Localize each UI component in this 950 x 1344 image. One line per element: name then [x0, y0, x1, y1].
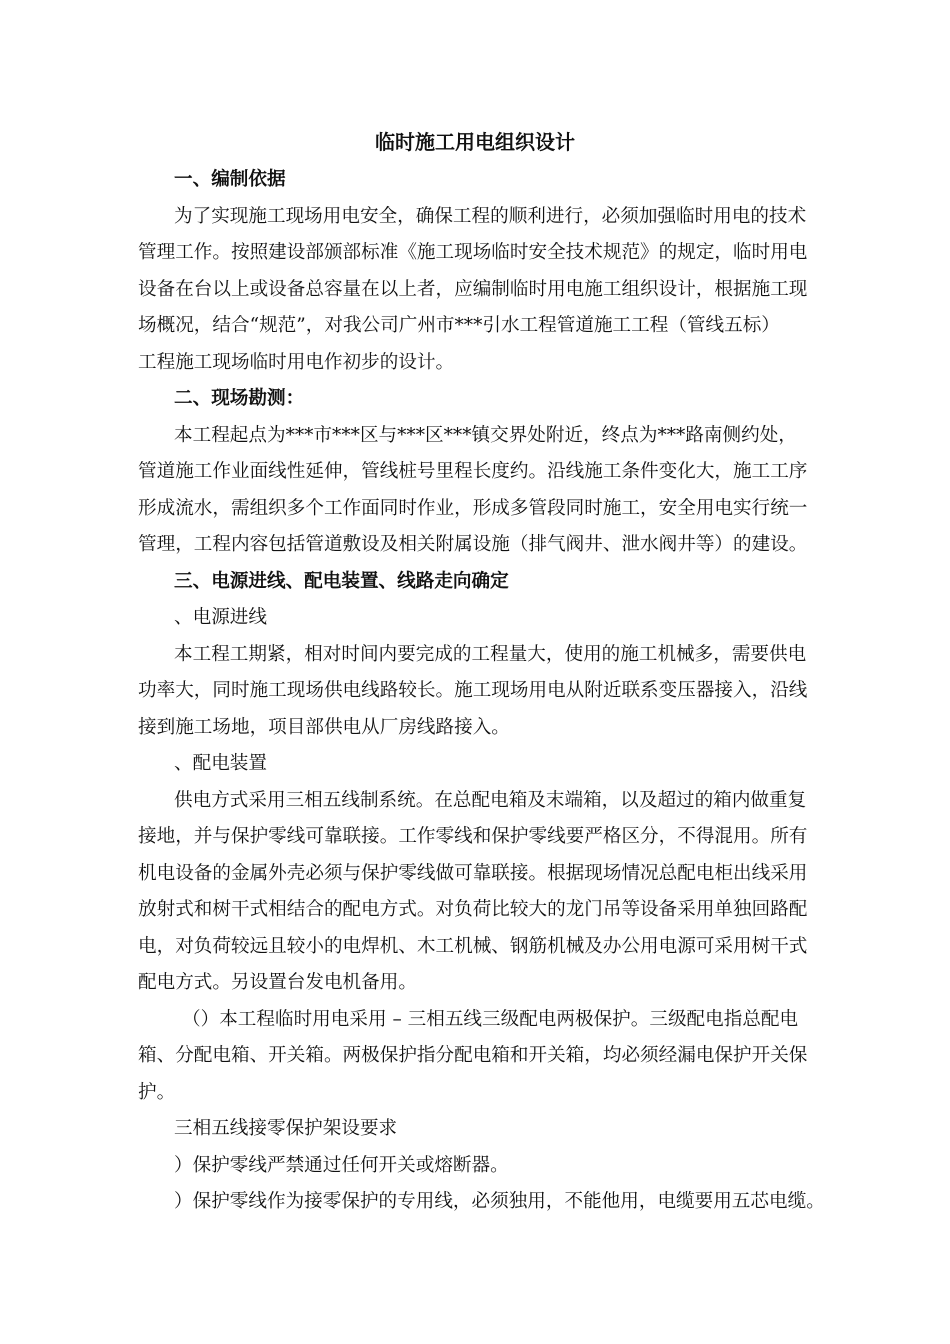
paragraph-line: 场概况，结合“规范”，对我公司广州市***引水工程管道施工工程（管线五标） — [138, 315, 780, 336]
paragraph-line: ）保护零线严禁通过任何开关或熔断器。 — [174, 1154, 509, 1176]
paragraph-line: 本工程起点为***市***区与***区***镇交界处附近，终点为***路南侧约处， — [174, 424, 797, 446]
paragraph-line: 放射式和树干式相结合的配电方式。对负荷比较大的龙门吊等设备采用单独回路配 — [138, 899, 808, 920]
paragraph-line: 机电设备的金属外壳必须与保护零线做可靠联接。根据现场情况总配电柜出线采用 — [138, 862, 808, 884]
paragraph-line: 电，对负荷较远且较小的电焊机、木工机械、钢筋机械及办公用电源可采用树干式 — [138, 935, 808, 957]
paragraph-line: 配电方式。另设置台发电机备用。 — [138, 972, 417, 993]
paragraph-line: 本工程工期紧，相对时间内要完成的工程量大，使用的施工机械多，需要供电 — [174, 643, 807, 665]
paragraph-line: ）保护零线作为接零保护的专用线，必须独用，不能他用，电缆要用五芯电缆。 — [174, 1191, 825, 1212]
paragraph-line: 工程施工现场临时用电作初步的设计。 — [138, 351, 455, 373]
paragraph-line: 形成流水，需组织多个工作面同时作业，形成多管段同时施工，安全用电实行统一 — [138, 497, 808, 519]
section-heading: 三、电源进线、配电装置、线路走向确定 — [174, 570, 509, 592]
document-body — [138, 162, 838, 1221]
paragraph-line: 箱、分配电箱、开关箱。两极保护指分配电箱和开关箱，均必须经漏电保护开关保 — [138, 1045, 808, 1066]
paragraph-line: 功率大，同时施工现场供电线路较长。施工现场用电从附近联系变压器接入，沿线 — [138, 680, 808, 701]
paragraph-line: （）本工程临时用电采用 – 三相五线三级配电两极保护。三级配电指总配电 — [182, 1008, 799, 1030]
paragraph-line: 护。 — [138, 1081, 176, 1103]
paragraph-line: 设备在台以上或设备总容量在以上者，应编制临时用电施工组织设计，根据施工现 — [138, 278, 808, 300]
paragraph-line: 供电方式采用三相五线制系统。在总配电箱及末端箱，以及超过的箱内做重复 — [174, 789, 807, 811]
paragraph-line: 管理工作。按照建设部颁部标准《施工现场临时安全技术规范》的规定，临时用电 — [138, 242, 808, 263]
paragraph-line: 管道施工作业面线性延伸，管线桩号里程长度约。沿线施工条件变化大，施工工序 — [138, 461, 808, 482]
paragraph-line: 为了实现施工现场用电安全，确保工程的顺利进行，必须加强临时用电的技术 — [174, 205, 807, 227]
paragraph-line: 接到施工场地，项目部供电从厂房线路接入。 — [138, 716, 510, 738]
document-title: 临时施工用电组织设计 — [375, 130, 575, 154]
paragraph-line: 、配电装置 — [174, 753, 267, 774]
section-heading: 二、现场勘测： — [174, 388, 305, 409]
section-heading: 一、编制依据 — [174, 169, 286, 190]
paragraph-line: 、电源进线 — [174, 607, 267, 628]
paragraph-line: 接地，并与保护零线可靠联接。工作零线和保护零线要严格区分，不得混用。所有 — [138, 826, 808, 847]
paragraph-line: 管理，工程内容包括管道敷设及相关附属设施（排气阀井、泄水阀井等）的建设。 — [138, 534, 808, 555]
paragraph-line: 三相五线接零保护架设要求 — [174, 1118, 398, 1139]
